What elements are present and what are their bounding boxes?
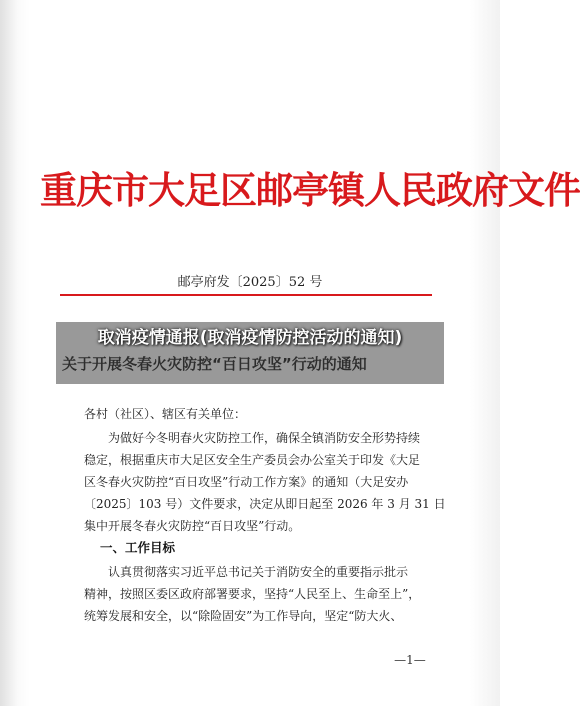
- red-divider-line: [60, 294, 432, 296]
- section-paragraph-line: 精神，按照区委区政府部署要求，坚持“人民至上、生命至上”，: [84, 587, 421, 601]
- document-number: 邮亭府发〔2025〕52 号: [177, 275, 323, 290]
- body-paragraph-line: 为做好今冬明春火灾防控工作，确保全镇消防安全形势持续: [108, 431, 421, 445]
- section-paragraph-line: 统筹发展和安全，以“除险固安”为工作导向，坚定“防大火、: [84, 609, 403, 623]
- issuer-header: 重庆市大足区邮亭镇人民政府文件: [40, 169, 580, 212]
- caption-overlay-text: 取消疫情通报(取消疫情防控活动的通知): [97, 328, 403, 348]
- body-paragraph-line: 区冬春火灾防控“百日攻坚”行动工作方案》的通知（大足安办: [84, 475, 409, 489]
- addressee-line: 各村（社区）、辖区有关单位：: [84, 407, 247, 421]
- page-number: —1—: [394, 653, 426, 667]
- section-heading: 一、工作目标: [100, 540, 176, 555]
- body-paragraph-line: 稳定，根据重庆市大足区安全生产委员会办公室关于印发《大足: [84, 453, 421, 467]
- section-paragraph-line: 认真贯彻落实习近平总书记关于消防安全的重要指示批示: [108, 565, 409, 579]
- page-edge-shadow: [0, 0, 18, 706]
- body-paragraph-line: 〔2025〕103 号）文件要求，决定从即日起至 2026 年 3 月 31 日: [84, 497, 446, 511]
- body-paragraph-line: 集中开展冬春火灾防控“百日攻坚”行动。: [84, 519, 301, 533]
